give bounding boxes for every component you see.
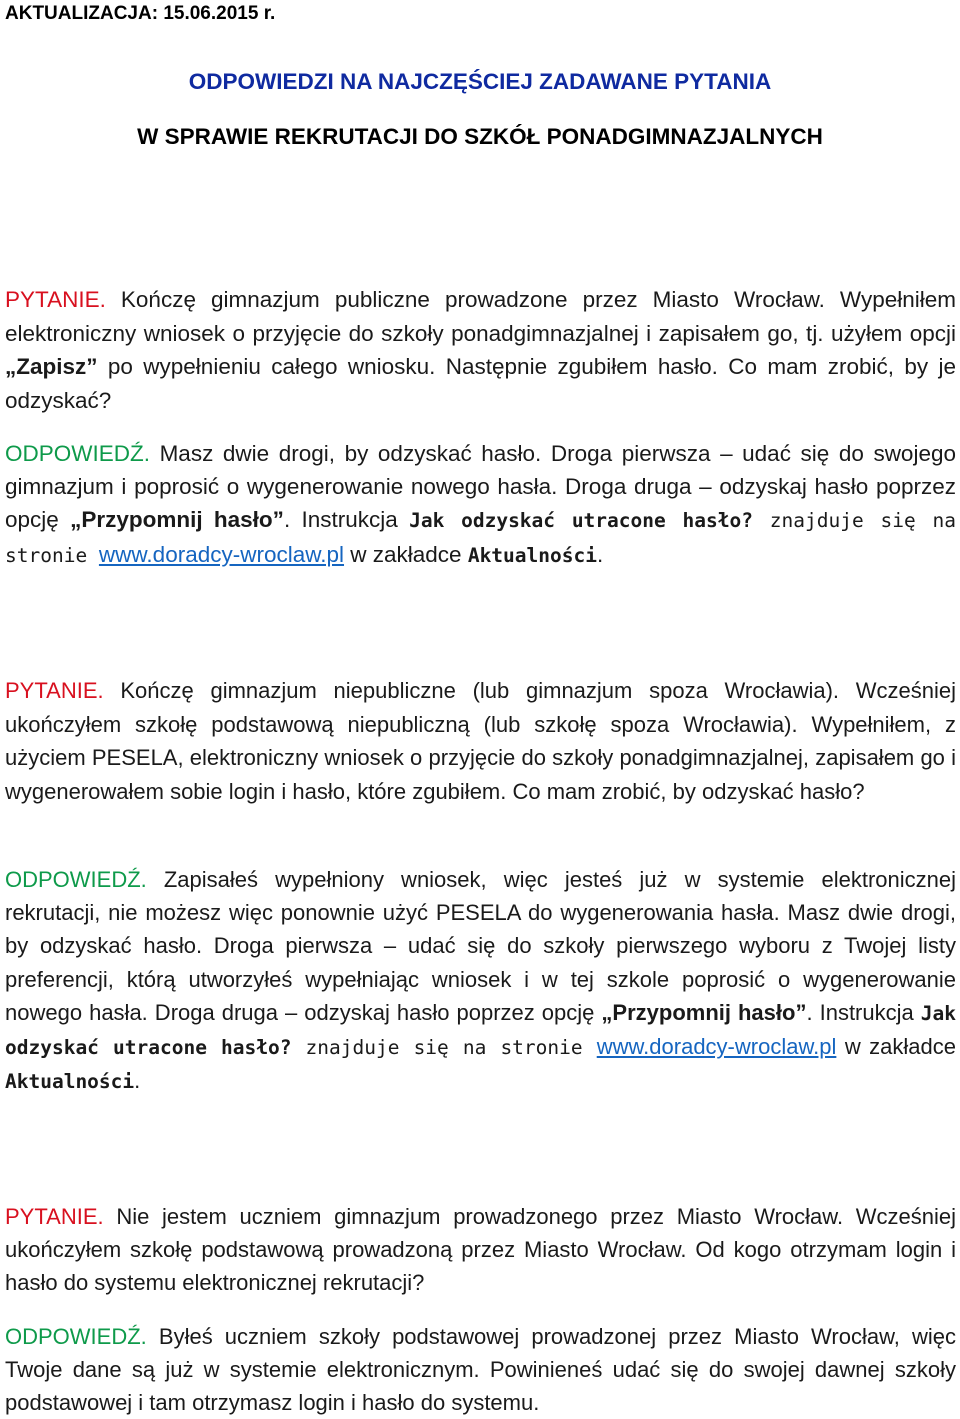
page-title: ODPOWIEDZI NA NAJCZĘŚCIEJ ZADAWANE PYTANIA <box>188 69 772 94</box>
question-label: PYTANIE. <box>5 287 106 312</box>
answer-label: ODPOWIEDŹ. <box>5 867 147 892</box>
page-subtitle: W SPRAWIE REKRUTACJI DO SZKÓŁ PONADGIMNAZJALNYCH <box>137 124 823 149</box>
answer-label: ODPOWIEDŹ. <box>5 1324 147 1349</box>
question-2: PYTANIE. Kończę gimnazjum niepubliczne (lub gimnazjum spoza Wrocławia). Wcześniej ukończyłem szkołę podstawową niepubliczną (lub szkołę spoza Wrocławia). Wypełniłem, z użyciem PESELA, elektroniczny wniosek o przyjęcie do szkoły ponadgimnazjalnej, zapisałem go i wygenerowałem sobie login i hasło, które zgubiłem. Co mam zrobić, by odzyskać hasło? <box>5 678 956 804</box>
answer-3: ODPOWIEDŹ. Byłeś uczniem szkoły podstawowej prowadzonej przez Miasto Wrocław, więc Twoje dane są już w systemie elektronicznym. Powinieneś udać się do swojej dawnej szkoły podstawowej i tam otrzymasz login i hasło do systemu. <box>5 1324 956 1415</box>
answer-label: ODPOWIEDŹ. <box>5 441 150 466</box>
update-date: AKTUALIZACJA: 15.06.2015 r. <box>5 3 276 24</box>
answer-1: ODPOWIEDŹ. Masz dwie drogi, by odzyskać hasło. Droga pierwsza – udać się do swojego gimnazjum i poprosić o wygenerowanie nowego hasła. Droga druga – odzyskaj hasło poprzez opcję „Przypomnij hasło”. Instrukcja Jak odzyskać utracone hasło? znajduje się na stronie www.doradcy-wroclaw.pl w zakładce Aktualności. <box>5 441 956 567</box>
question-3: PYTANIE. Nie jestem uczniem gimnazjum prowadzonego przez Miasto Wrocław. Wcześniej ukończyłem szkołę podstawową prowadzoną przez Miasto Wrocław. Od kogo otrzymam login i hasło do systemu elektronicznej rekrutacji? <box>5 1204 956 1295</box>
doradcy-link[interactable]: www.doradcy-wroclaw.pl <box>98 541 345 567</box>
answer-2: ODPOWIEDŹ. Zapisałeś wypełniony wniosek, więc jesteś już w systemie elektronicznej rekrutacji, nie możesz więc ponownie użyć PESELA do wygenerowania hasła. Masz dwie drogi, by odzyskać hasło. Droga pierwsza – udać się do szkoły pierwszego wyboru z Twojej listy preferencji, którą utworzyłeś wypełniając wniosek i w tej szkole poprosić o wygenerowanie nowego hasła. Droga druga – odzyskaj hasło poprzez opcję „Przypomnij hasło”. Instrukcja Jak odzyskać utracone hasło? znajduje się na stronie www.doradcy-wroclaw.pl w zakładce Aktualności. <box>5 867 956 1094</box>
question-label: PYTANIE. <box>5 678 104 703</box>
question-label: PYTANIE. <box>5 1204 104 1229</box>
question-1: PYTANIE. Kończę gimnazjum publiczne prowadzone przez Miasto Wrocław. Wypełniłem elektroniczny wniosek o przyjęcie do szkoły ponadgimnazjalnej i zapisałem go, tj. użyłem opcji „Zapisz” po wypełnieniu całego wniosku. Następnie zgubiłem hasło. Co mam zrobić, by je odzyskać? <box>5 287 956 413</box>
doradcy-link[interactable]: www.doradcy-wroclaw.pl <box>596 1034 837 1060</box>
